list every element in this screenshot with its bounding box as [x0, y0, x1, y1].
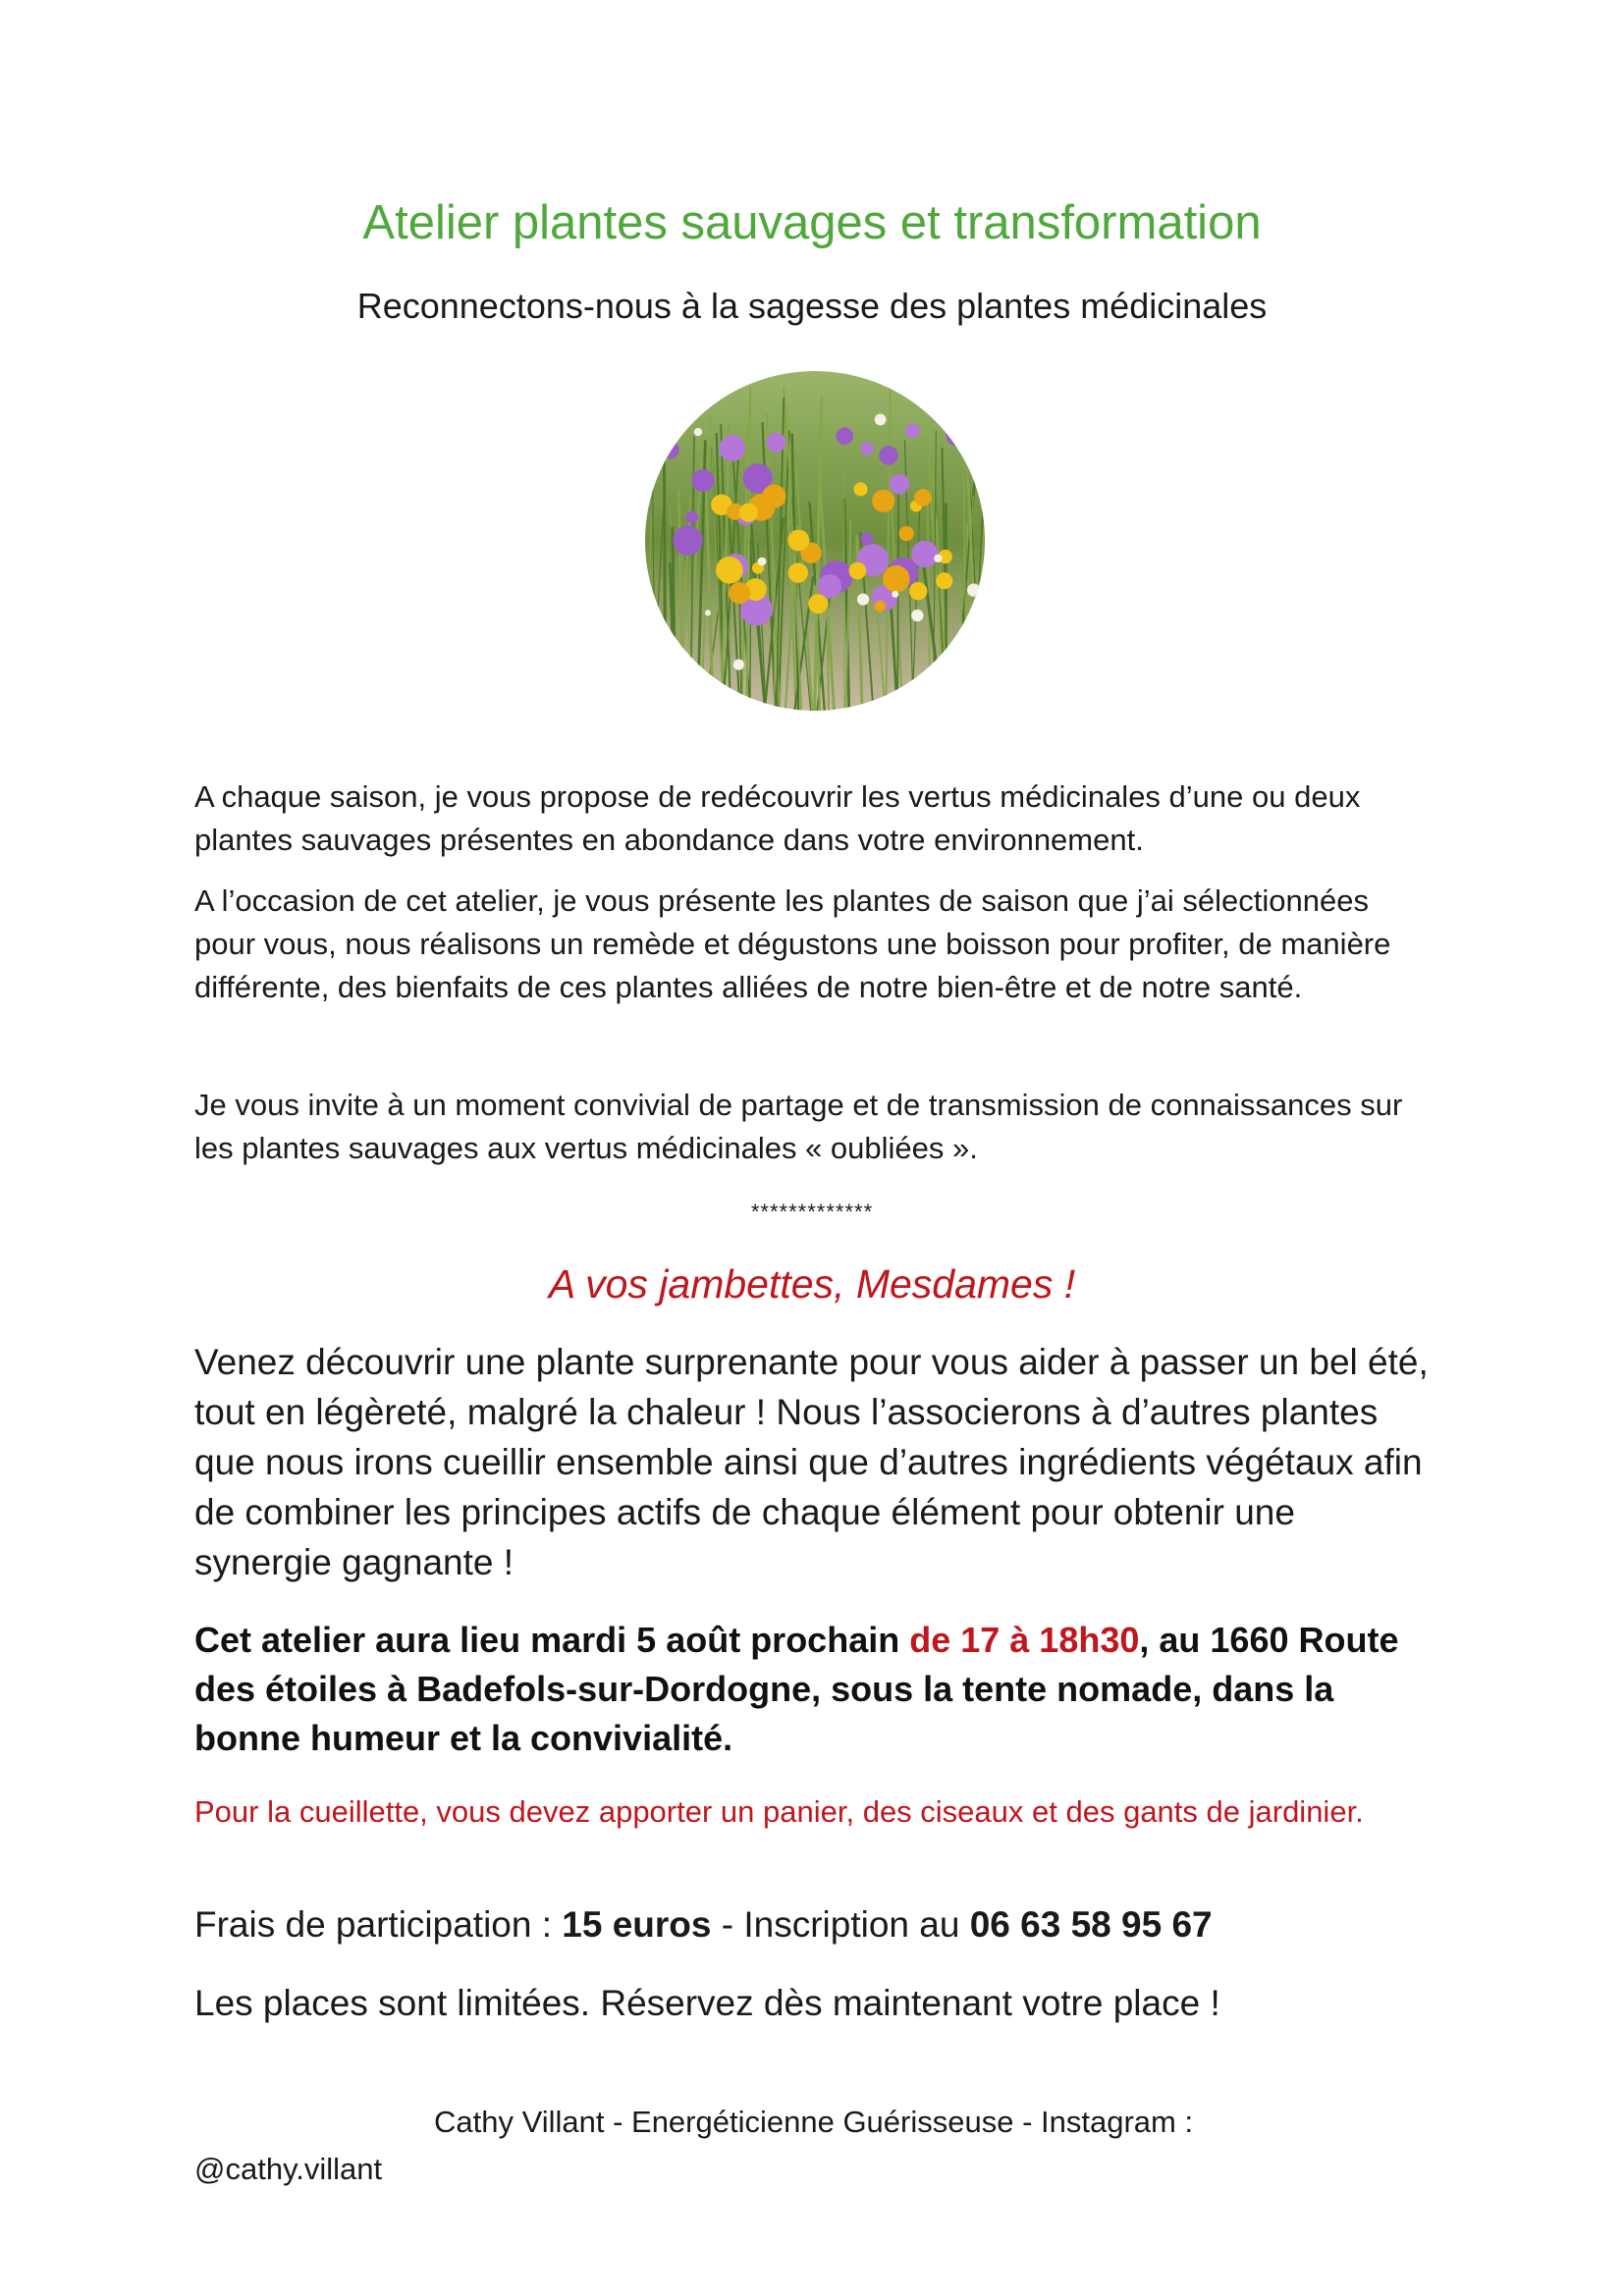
purple-flower	[837, 427, 854, 445]
purple-flower	[861, 532, 874, 545]
yellow-flower	[848, 562, 866, 580]
purple-flower	[729, 439, 743, 454]
yellow-flower	[808, 594, 828, 614]
intro-paragraph-3: Je vous invite à un moment convivial de partage et de transmission de connaissances sur les plantes sauvages aux vertus médicinales « oubliées ».	[194, 1088, 1403, 1165]
purple-flower	[860, 442, 874, 455]
event-heading: A vos jambettes, Mesdames !	[548, 1261, 1076, 1307]
event-description: Venez découvrir une plante surprenante pour vous aider à passer un bel été, tout en légèreté, malgré la chaleur ! Nous l’associerons à d’autres plantes que nous irons cueillir ensemble ainsi que d’autres ingrédients végétaux afin de combiner les principes actifs de chaque élément pour obtenir une synergie gagnante !	[194, 1342, 1429, 1582]
grass-stem	[750, 541, 751, 711]
gathering-note: Pour la cueillette, vous devez apporter un panier, des ciseaux et des gants de jardinier.	[194, 1794, 1364, 1829]
fees-middle: - Inscription au	[711, 1904, 970, 1945]
purple-flower	[673, 525, 702, 555]
yellow-flower	[739, 504, 758, 522]
white-flower	[892, 591, 898, 598]
white-flower	[857, 593, 869, 605]
page-title: Atelier plantes sauvages et transformation	[362, 196, 1262, 249]
yellow-flower	[872, 490, 894, 512]
yellow-flower	[914, 489, 932, 507]
white-flower	[758, 558, 767, 566]
purple-flower	[946, 424, 967, 446]
purple-flower	[911, 541, 938, 567]
footer-signature: Cathy Villant - Energéticienne Guérisseuse - Instagram :	[434, 2105, 1194, 2139]
white-flower	[911, 610, 923, 621]
purple-flower	[661, 441, 678, 458]
white-flower	[967, 583, 980, 596]
intro-paragraph-1: A chaque saison, je vous propose de redécouvrir les vertus médicinales d’une ou deux plantes sauvages présentes en abondance dans votre environnement.	[194, 779, 1361, 857]
yellow-flower	[716, 557, 743, 584]
white-flower	[733, 660, 744, 670]
yellow-flower	[874, 601, 886, 613]
fees-price: 15 euros	[562, 1904, 712, 1945]
purple-flower	[905, 423, 920, 438]
details-location: , au 1660 Route des étoiles à Badefols-sur-Dordogne, sous la tente nomade, dans la bonne humeur et la convivialité.	[194, 1620, 1399, 1758]
purple-flower	[661, 407, 677, 424]
purple-flower	[890, 474, 910, 495]
yellow-flower	[909, 582, 927, 600]
yellow-flower	[854, 482, 868, 496]
yellow-flower	[729, 582, 750, 604]
fees-line	[194, 1900, 1432, 1949]
white-flower	[934, 555, 942, 562]
purple-flower	[767, 433, 786, 453]
purple-flower	[879, 446, 898, 465]
yellow-flower	[788, 562, 808, 582]
wildflower-photo	[645, 371, 985, 711]
phone-number: 06 63 58 95 67	[969, 1904, 1213, 1945]
details-time: de 17 à 18h30	[909, 1620, 1140, 1660]
yellow-flower	[787, 530, 809, 552]
yellow-flower	[883, 565, 910, 593]
event-details	[194, 1616, 1432, 1763]
footer-instagram-handle: @cathy.villant	[194, 2152, 383, 2186]
white-flower	[705, 610, 711, 615]
intro-paragraph-2: A l’occasion de cet atelier, je vous présente les plantes de saison que j’ai sélectionnées pour vous, nous réalisons un remède et dégustons une boisson pour profiter, de manière différente, des bienfaits de ces plantes alliées de notre bien-être et de notre santé.	[194, 883, 1391, 1004]
purple-flower	[691, 469, 714, 492]
white-flower	[694, 428, 702, 436]
purple-flower	[685, 511, 698, 524]
page-subtitle: Reconnectons-nous à la sagesse des plantes médicinales	[356, 286, 1268, 326]
yellow-flower	[899, 526, 914, 541]
fees-label: Frais de participation :	[194, 1904, 563, 1945]
meadow-illustration	[645, 371, 985, 711]
details-date: Cet atelier aura lieu mardi 5 août prochain	[194, 1620, 910, 1660]
limited-places-note: Les places sont limitées. Réservez dès maintenant votre place !	[194, 1983, 1220, 2023]
yellow-flower	[936, 572, 952, 589]
section-separator: *************	[750, 1200, 874, 1224]
white-flower	[875, 413, 887, 425]
